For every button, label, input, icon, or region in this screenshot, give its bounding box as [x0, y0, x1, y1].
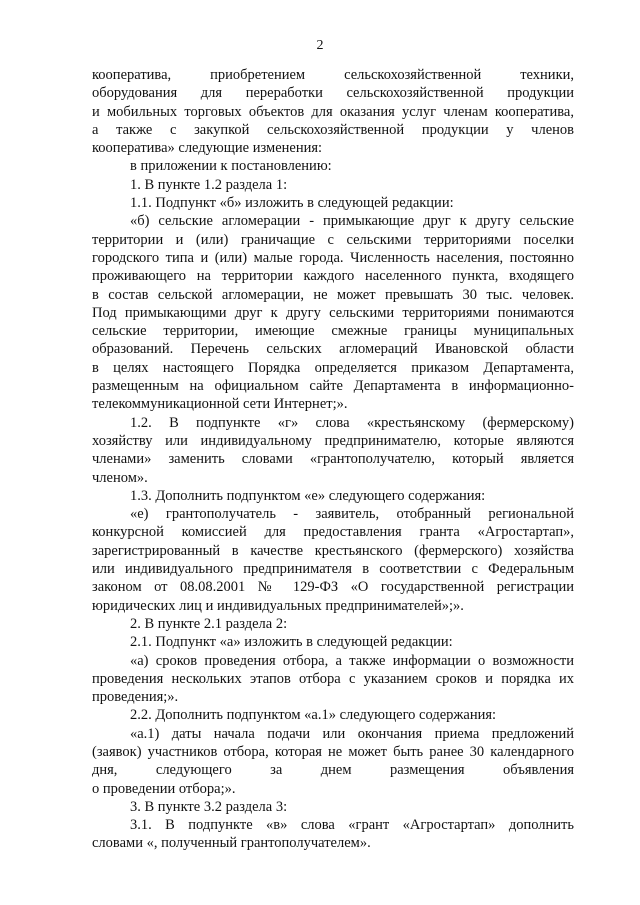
text-line: Под примыкающими друг к другу сельскими территориями понимаются — [92, 304, 574, 321]
text-line: зарегистрированный в качестве крестьянского (фермерского) хозяйства — [92, 542, 574, 559]
text-line: проведения;». — [92, 689, 179, 706]
text-line: образований. Перечень сельских агломераций Ивановской области — [92, 341, 574, 358]
text-line: и мобильных торговых объектов для оказания услуг членам кооператива, — [92, 103, 574, 120]
text-line: (заявок) участников отбора, которая не может быть ранее 30 календарного — [92, 743, 574, 760]
text-line: проживающего на территории каждого населенного пункта, входящего — [92, 268, 574, 285]
text-line: а также с закупкой сельскохозяйственной продукции у членов — [92, 121, 574, 138]
page-number: 2 — [316, 38, 324, 53]
text-line: кооператива» следующие изменения: — [92, 140, 323, 157]
text-line: юридических лиц и индивидуальных предпринимателей»;». — [92, 597, 464, 614]
text-line: в состав сельской агломерации, не может превышать 30 тыс. человек. — [92, 286, 574, 303]
text-line: о проведении отбора;». — [92, 780, 236, 797]
text-line: 3. В пункте 3.2 раздела 3: — [130, 798, 288, 815]
text-line: 2.1. Подпункт «а» изложить в следующей редакции: — [130, 634, 453, 651]
text-line: словами «, полученный грантополучателем». — [92, 835, 371, 852]
text-line: «а) сроков проведения отбора, а также информации о возможности — [130, 652, 574, 669]
text-line: телекоммуникационной сети Интернет;». — [92, 396, 348, 413]
document-body — [92, 66, 574, 853]
text-line: членами» заменить словами «грантополучателю, который является — [92, 451, 574, 468]
text-line: в приложении к постановлению: — [130, 158, 332, 175]
text-line: 1.3. Дополнить подпунктом «е» следующего содержания: — [130, 487, 486, 504]
text-line: 3.1. В подпункте «в» слова «грант «Агростартап» дополнить — [130, 817, 574, 834]
text-line: 2.2. Дополнить подпунктом «а.1» следующего содержания: — [130, 707, 497, 724]
text-line: размещенным на официальном сайте Департамента в информационно- — [92, 378, 574, 395]
text-line: городского типа и (или) малые города. Численность населения, постоянно — [92, 249, 574, 266]
text-line: законом от 08.08.2001 № 129-ФЗ «О государственной регистрации — [92, 579, 574, 596]
text-line: «а.1) даты начала подачи или окончания приема предложений — [130, 725, 574, 742]
text-line: в целях настоящего Порядка определяется приказом Департамента, — [92, 359, 574, 376]
text-line: 1.1. Подпункт «б» изложить в следующей редакции: — [130, 195, 454, 212]
text-line: «е) грантополучатель - заявитель, отобранный региональной — [130, 506, 574, 523]
text-line: или индивидуального предпринимателя в соответствии с Федеральным — [92, 561, 574, 578]
text-line: дня, следующего за днем размещения объявления — [92, 762, 574, 779]
text-line: членом». — [92, 469, 148, 486]
text-line: сельские территории, имеющие смежные границы муниципальных — [92, 323, 574, 340]
text-line: 1. В пункте 1.2 раздела 1: — [130, 176, 288, 193]
text-line: 2. В пункте 2.1 раздела 2: — [130, 615, 288, 632]
text-line: территории и (или) граничащие с сельскими территориями поселки — [92, 231, 574, 248]
text-line: конкурсной комиссией для предоставления гранта «Агростартап», — [92, 524, 574, 541]
text-line: проведения нескольких этапов отбора с указанием сроков и порядка их — [92, 670, 574, 687]
text-line: оборудования для переработки сельскохозяйственной продукции — [92, 85, 574, 102]
text-line: «б) сельские агломерации - примыкающие друг к другу сельские — [130, 213, 574, 230]
text-line: кооператива, приобретением сельскохозяйственной техники, — [92, 67, 574, 83]
text-line: хозяйству или индивидуальному предпринимателю, которые являются — [92, 432, 574, 449]
text-line: 1.2. В подпункте «г» слова «крестьянскому (фермерскому) — [130, 414, 574, 431]
